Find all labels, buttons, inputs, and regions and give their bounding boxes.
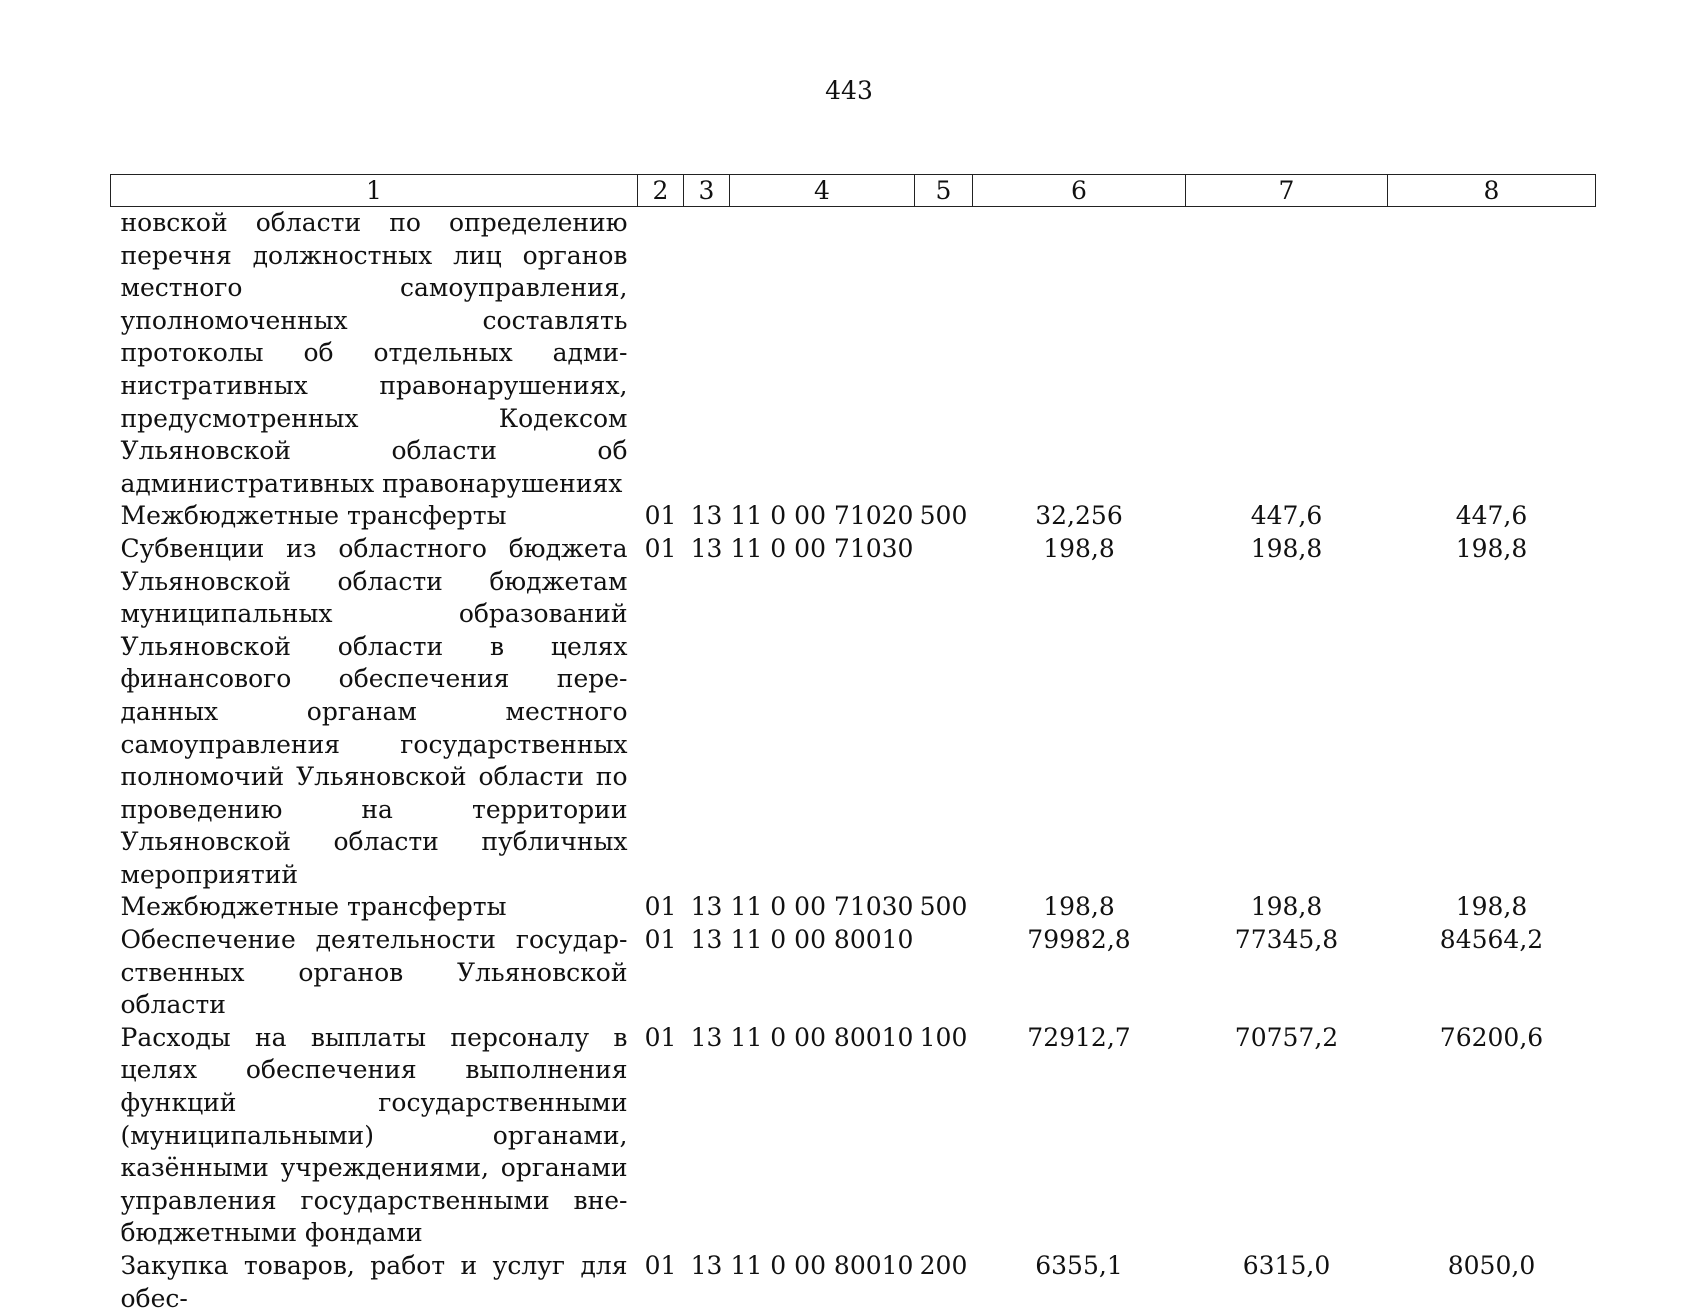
row-value-7: 6315,0 <box>1242 1251 1331 1280</box>
header-col-1: 1 <box>111 175 638 207</box>
row-value-6: 198,8 <box>1043 892 1115 922</box>
row-value-7: 77345,8 <box>1234 925 1339 955</box>
row-section: 01 <box>644 533 677 563</box>
row-value-7: 447,6 <box>1250 501 1323 531</box>
row-value-6: 32,256 <box>1035 501 1123 531</box>
row-value-6: 79982,8 <box>1027 925 1131 955</box>
row-value-8: 76200,6 <box>1439 1022 1544 1052</box>
row-name: Закупка товаров, работ и услуг для обес- <box>120 1251 628 1313</box>
row-value-8: 198,8 <box>1455 533 1528 563</box>
row-section <box>638 207 684 501</box>
table-row <box>111 1022 1596 1250</box>
row-name: Расходы на выплаты персоналу в целях обеспечения выполнения функций государственными (муниципальными) органами, казёнными учреждениями, органами управления государственными внебюджетными фондами <box>120 1022 628 1248</box>
row-target-code: 11 0 00 71030 <box>730 533 914 563</box>
row-value-8: 198,8 <box>1455 892 1528 922</box>
row-value-8: 447,6 <box>1455 501 1528 531</box>
table-row <box>111 500 1596 533</box>
row-name: новской области по определению перечня должностных лиц органов местного самоуправления, уполномоченных составлять протоколы об отдельных административных правонарушениях, предусмотренных Кодексом Ульяновской области об административных правонарушениях <box>120 208 628 498</box>
row-target-code: 11 0 00 71030 <box>730 892 914 922</box>
table-row <box>111 1250 1596 1315</box>
header-col-6: 6 <box>973 175 1186 207</box>
row-value-8: 84564,2 <box>1439 925 1544 955</box>
row-expense-type: 200 <box>919 1251 968 1280</box>
row-section: 01 <box>644 1251 677 1280</box>
row-section: 01 <box>644 1022 677 1052</box>
header-col-2: 2 <box>638 175 684 207</box>
row-value-6: 198,8 <box>1043 533 1115 563</box>
row-name: Межбюджетные трансферты <box>120 892 507 922</box>
row-name: Субвенции из областного бюджета Ульяновской области бюджетам муниципальных образований Ульяновской области в целях финансового обеспечения переданных органам местного самоуправления государственных полномочий Ульяновской области по проведению на территории Ульяновской области публичных мероприятий <box>120 533 628 889</box>
row-expense-type <box>915 533 973 892</box>
row-target-code <box>730 207 915 501</box>
row-target-code: 11 0 00 71020 <box>730 501 914 531</box>
row-subsection: 13 <box>690 925 723 955</box>
row-value-6: 72912,7 <box>1027 1022 1131 1052</box>
row-subsection: 13 <box>690 1022 723 1052</box>
row-value-6 <box>973 207 1186 501</box>
row-expense-type: 100 <box>919 1022 968 1052</box>
row-expense-type: 500 <box>919 892 968 922</box>
row-subsection: 13 <box>690 892 723 922</box>
row-expense-type: 500 <box>919 501 968 531</box>
table-row <box>111 207 1596 501</box>
row-section: 01 <box>644 501 677 531</box>
row-expense-type <box>915 924 973 1022</box>
row-subsection: 13 <box>690 533 723 563</box>
row-target-code: 11 0 00 80010 <box>730 1022 914 1052</box>
row-name: Обеспечение деятельности государственных органов Ульяновской области <box>120 925 628 1020</box>
row-section: 01 <box>644 925 677 955</box>
header-col-5: 5 <box>915 175 973 207</box>
row-value-8: 8050,0 <box>1447 1251 1536 1280</box>
row-value-6: 6355,1 <box>1035 1251 1123 1280</box>
row-target-code: 11 0 00 80010 <box>730 925 914 955</box>
row-subsection: 13 <box>690 1251 723 1280</box>
row-section: 01 <box>644 892 677 922</box>
table-row <box>111 891 1596 924</box>
table-row <box>111 924 1596 1022</box>
row-value-7: 198,8 <box>1250 892 1323 922</box>
budget-table <box>110 174 1596 1315</box>
header-col-7: 7 <box>1186 175 1388 207</box>
page-number: 443 <box>825 76 873 105</box>
row-value-8 <box>1388 207 1596 501</box>
row-value-7: 70757,2 <box>1234 1022 1339 1052</box>
row-expense-type <box>915 207 973 501</box>
row-value-7: 198,8 <box>1250 533 1323 563</box>
row-value-7 <box>1186 207 1388 501</box>
header-col-4: 4 <box>730 175 915 207</box>
row-name: Межбюджетные трансферты <box>120 501 507 531</box>
header-row <box>111 175 1596 207</box>
header-col-8: 8 <box>1388 175 1596 207</box>
header-col-3: 3 <box>684 175 730 207</box>
row-target-code: 11 0 00 80010 <box>730 1251 914 1280</box>
row-subsection <box>684 207 730 501</box>
row-subsection: 13 <box>690 501 723 531</box>
table-row <box>111 533 1596 892</box>
